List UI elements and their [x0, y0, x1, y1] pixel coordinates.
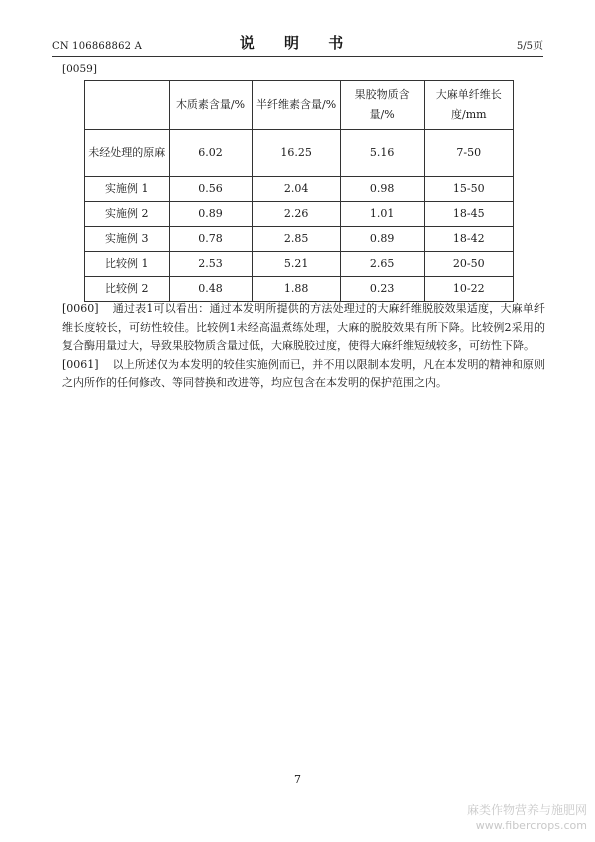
table-cell: 0.89	[169, 202, 252, 227]
table-cell: 0.23	[340, 277, 424, 302]
table-header-cell: 木质素含量/%	[169, 81, 252, 130]
table-cell: 18-42	[424, 227, 513, 252]
paragraph-number: [0060]	[62, 302, 99, 315]
page-indicator: 5/5页	[516, 41, 543, 52]
table-cell: 5.21	[252, 252, 340, 277]
table-cell: 16.25	[252, 130, 340, 177]
table-cell: 15-50	[424, 177, 513, 202]
table-cell: 实施例 2	[85, 202, 170, 227]
table-cell: 0.56	[169, 177, 252, 202]
table-cell: 1.88	[252, 277, 340, 302]
table-cell: 2.85	[252, 227, 340, 252]
table-cell: 实施例 3	[85, 227, 170, 252]
table-cell: 10-22	[424, 277, 513, 302]
table-header-cell: 果胶物质含量/%	[340, 81, 424, 130]
table-cell: 比较例 2	[85, 277, 170, 302]
table-cell: 未经处理的原麻	[85, 130, 170, 177]
table-header-cell: 大麻单纤维长度/mm	[424, 81, 513, 130]
results-table	[84, 80, 514, 302]
table-cell: 7-50	[424, 130, 513, 177]
table-header-cell: 半纤维素含量/%	[252, 81, 340, 130]
table-cell: 2.04	[252, 177, 340, 202]
table-cell: 0.98	[340, 177, 424, 202]
paragraph-text: 以上所述仅为本发明的较佳实施例而已，并不用以限制本发明，凡在本发明的精神和原则之内所作的任何修改、等同替换和改进等，均应包含在本发明的保护范围之内。	[62, 357, 545, 389]
table-header-cell	[85, 81, 170, 130]
table-cell: 18-45	[424, 202, 513, 227]
table-cell: 比较例 1	[85, 252, 170, 277]
table-cell: 6.02	[169, 130, 252, 177]
table-cell: 2.65	[340, 252, 424, 277]
patent-number: CN 106868862 A	[52, 41, 143, 52]
table-cell: 0.48	[169, 277, 252, 302]
document-title: 说 明 书	[239, 34, 356, 52]
page-number: 7	[294, 773, 301, 786]
watermark-url: www.fibercrops.com	[475, 819, 587, 832]
table-cell: 实施例 1	[85, 177, 170, 202]
table-row	[85, 202, 514, 227]
table-cell: 0.78	[169, 227, 252, 252]
table-cell: 1.01	[340, 202, 424, 227]
paragraph-number-0059: [0059]	[62, 63, 97, 75]
table-cell: 20-50	[424, 252, 513, 277]
table-row	[85, 252, 514, 277]
paragraph-0060	[62, 300, 545, 356]
table-cell: 0.89	[340, 227, 424, 252]
body-text	[62, 300, 545, 393]
site-watermark	[467, 802, 587, 834]
table-cell: 5.16	[340, 130, 424, 177]
table-row	[85, 130, 514, 177]
paragraph-number: [0061]	[62, 357, 99, 371]
paragraph-text: 通过表1可以看出：通过本发明所提供的方法处理过的大麻纤维脱胶效果适度，大麻单纤维长度较长，可纺性较佳。比较例1未经高温煮练处理，大麻的脱胶效果有所下降。比较例2采用的复合酶用量过大，导致果胶物质含量过低，大麻脱胶过度，使得大麻纤维短绒较多，可纺性下降。	[62, 302, 545, 352]
table-row	[85, 277, 514, 302]
table-header-row	[85, 81, 514, 130]
table-cell: 2.26	[252, 202, 340, 227]
page-header	[52, 30, 543, 57]
table-row	[85, 227, 514, 252]
table-cell: 2.53	[169, 252, 252, 277]
paragraph-0061	[62, 356, 545, 393]
watermark-site-name: 麻类作物营养与施肥网	[466, 803, 587, 817]
table-row	[85, 177, 514, 202]
